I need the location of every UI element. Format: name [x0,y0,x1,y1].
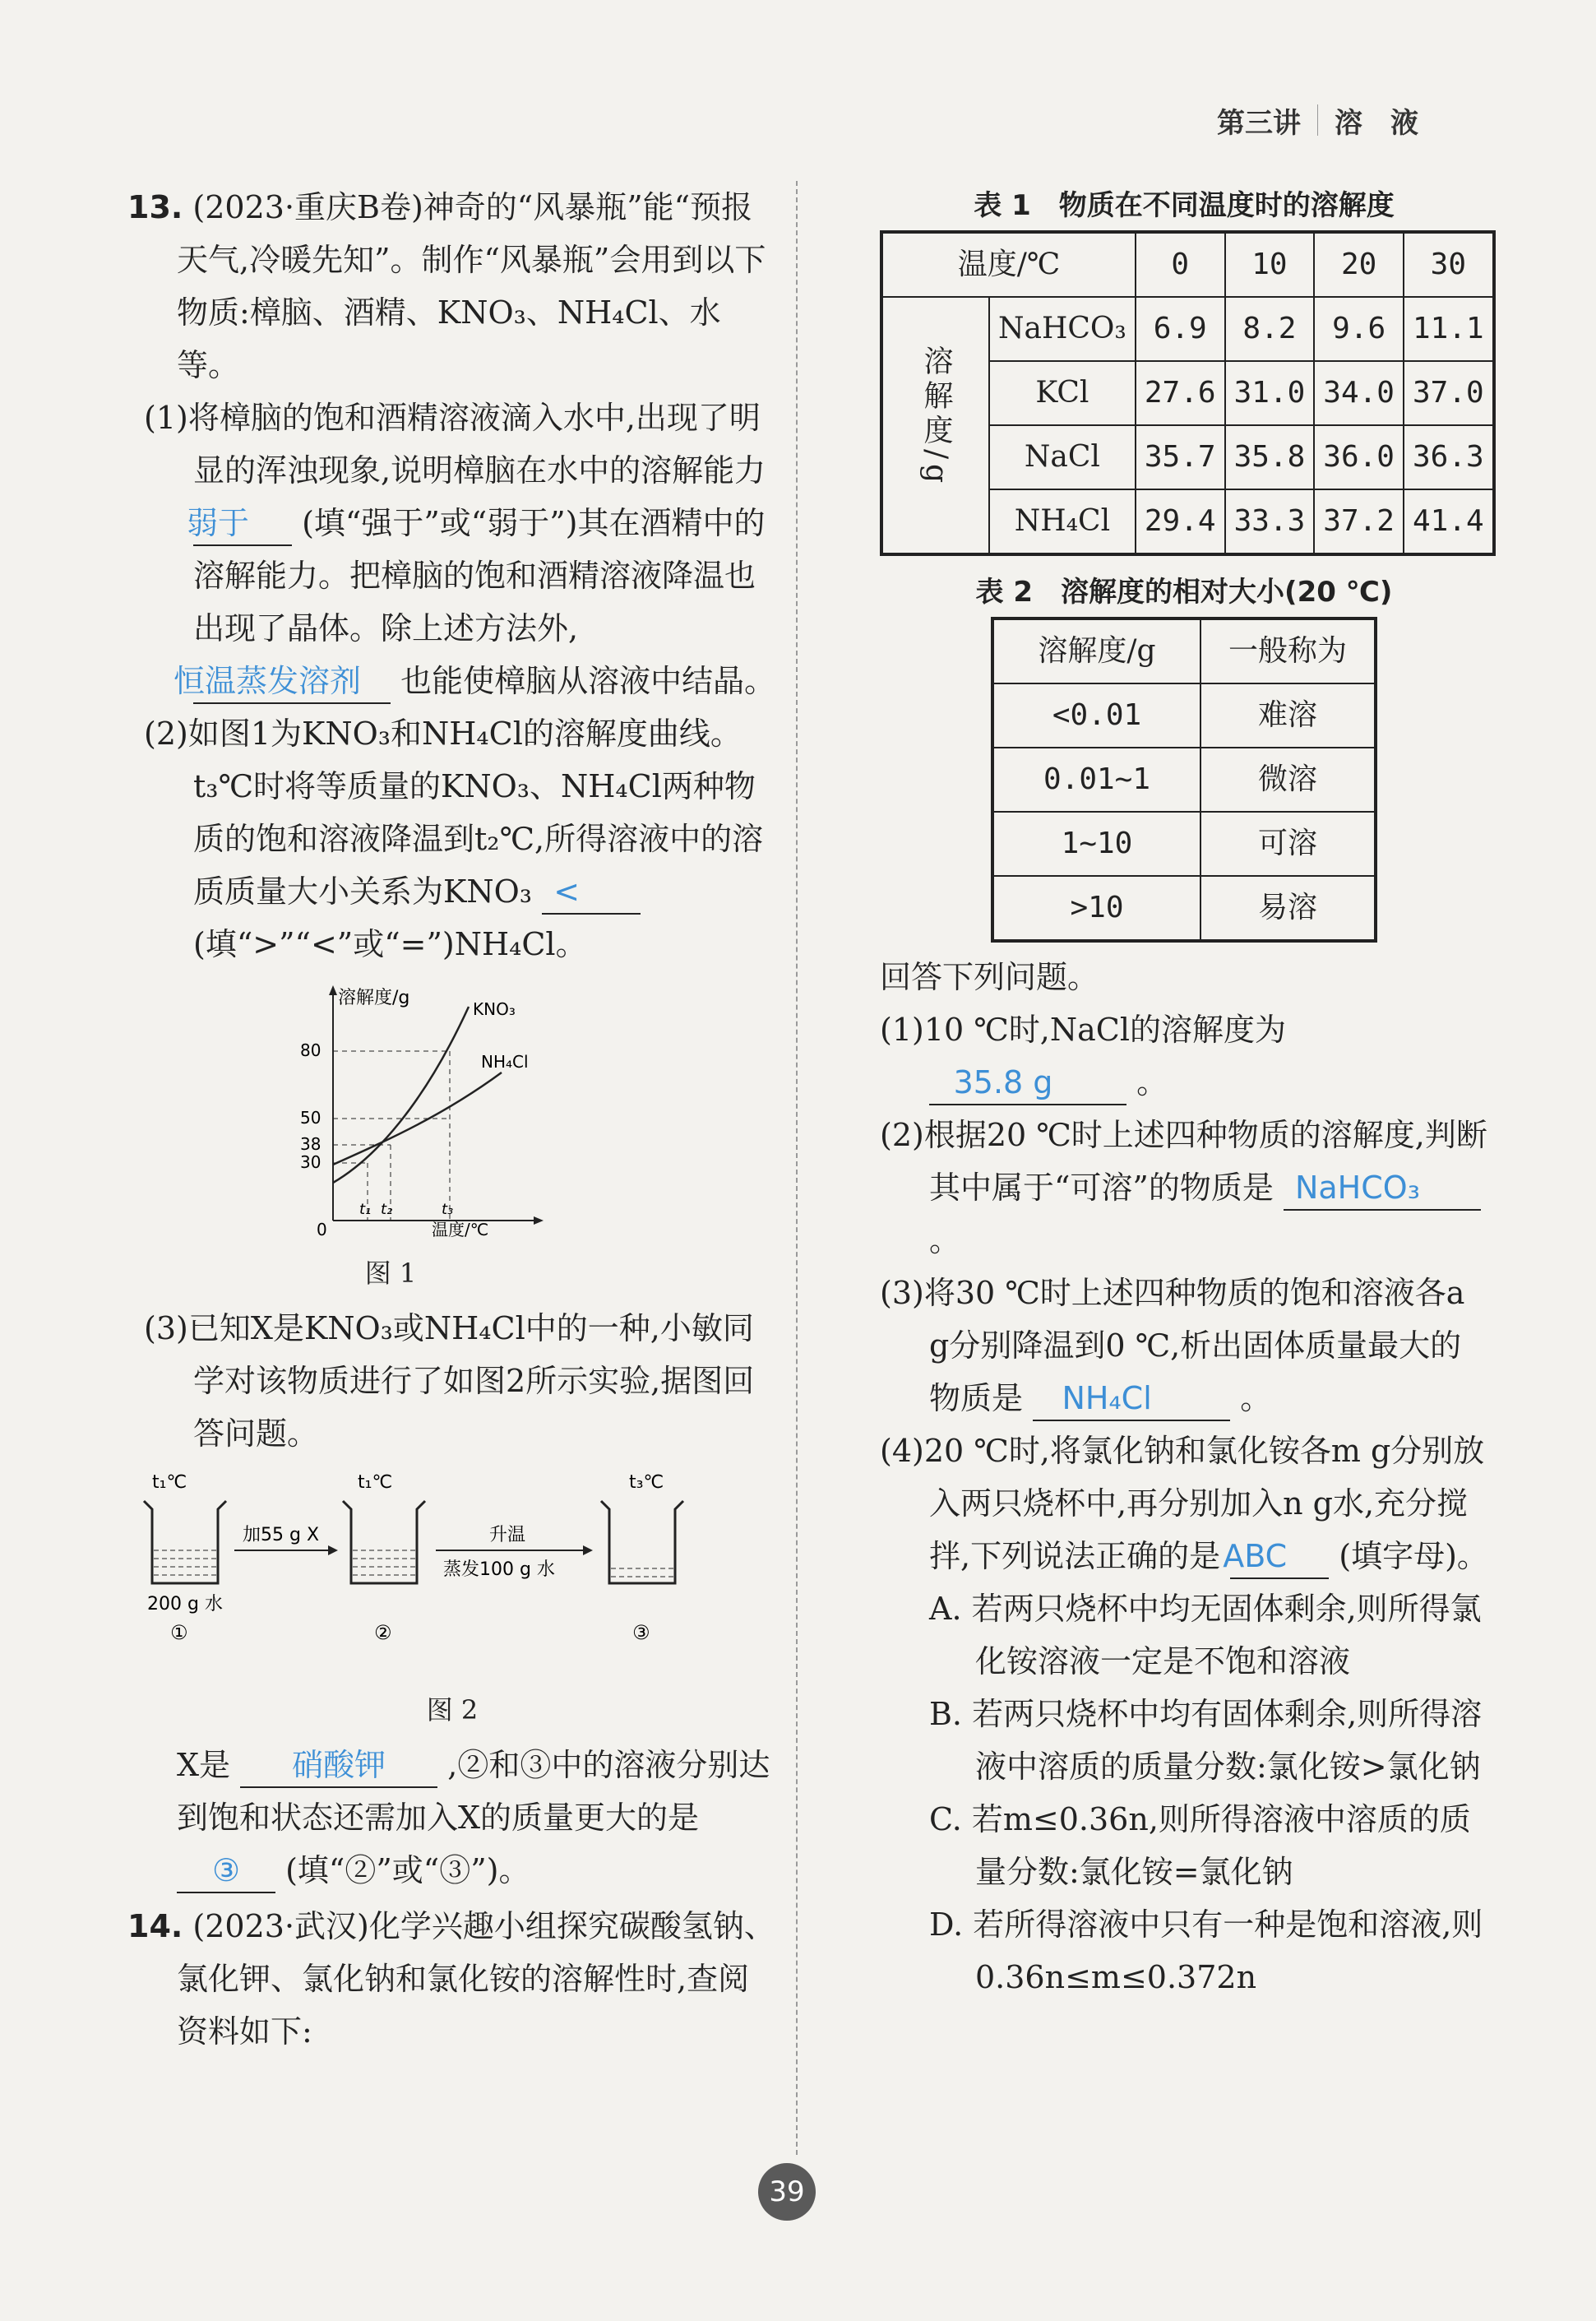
kno3-label: KNO₃ [473,999,516,1019]
left-column [127,181,777,2058]
q14-s4-text-b: (填字母)。 [1339,1538,1488,1574]
table2-header-1: 溶解度/g [992,618,1200,683]
water-label: 200 g 水 [147,1594,223,1615]
cell: 6.9 [1136,297,1225,361]
beaker3-temp: t₃℃ [629,1472,664,1493]
q13-p2-text-a: (2)如图1为KNO₃和NH₄Cl的溶解度曲线。t₃℃时将等质量的KNO₃、NH₄Cl两种物质的饱和溶液降温到t₂℃,所得溶液中的溶质质量大小关系为KNO₃ [144,716,764,910]
q13-p2-answer[interactable]: < [542,870,641,915]
q14-sub2 [880,1109,1488,1267]
ytick-50: 50 [300,1108,322,1128]
q14-s3-text-b: 。 [1240,1380,1272,1416]
y-axis-arrow [329,985,337,995]
beaker1-temp: t₁℃ [152,1472,187,1493]
q14-s2-text-a: (2)根据20 ℃时上述四种物质的溶解度,判断其中属于“可溶”的物质是 [880,1117,1487,1206]
q14-s4-text-a: (4)20 ℃时,将氯化钠和氯化铵各m g分别放入两只烧杯中,再分别加入n g水,充分搅拌,下列说法正确的是 [880,1433,1485,1574]
q14-intro [127,1900,777,2058]
beaker3 [601,1501,683,1583]
step2-top-label: 升温 [489,1525,526,1545]
q13-part2 [144,707,777,971]
table1-title: 表 1 物质在不同温度时的溶解度 [974,189,1395,222]
step1-label: 加55 g X [243,1525,320,1545]
cell: 微溶 [1200,748,1376,812]
q13-p1-text-a: (1)将樟脑的饱和酒精溶液滴入水中,出现了明显的浑浊现象,说明樟脑在水中的溶解能力 [144,400,766,489]
q14-sub4 [880,1425,1488,1582]
arrow1-head [328,1545,338,1555]
cell: 9.6 [1314,297,1404,361]
q13-p3-text-b: X是 [177,1747,231,1783]
table1-header-label: 温度/℃ [881,232,1136,297]
cell: 41.4 [1404,489,1494,554]
q13-p1-text-c: 也能使樟脑从溶液中结晶。 [400,663,776,699]
cell: 8.2 [1225,297,1315,361]
q13-p3-text-c: ,②和③中的溶液分别达到饱和状态还需加入X的质量更大的是 [177,1747,770,1836]
table2 [991,617,1377,943]
q14-number: 14. [127,1908,183,1944]
q13-intro [127,181,777,391]
step2-bottom-label: 蒸发100 g 水 [443,1559,555,1580]
cell: 34.0 [1314,361,1404,425]
cell: 27.6 [1136,361,1225,425]
cell: 难溶 [1200,683,1376,748]
substance-name: KCl [989,361,1136,425]
ytick-30: 30 [300,1152,322,1172]
table1 [880,230,1496,556]
beaker2-temp: t₁℃ [358,1472,393,1493]
option-a: A. 若两只烧杯中均无固体剩余,则所得氯化铵溶液一定是不饱和溶液 [929,1591,1482,1679]
q14-s3-text-a: (3)将30 ℃时上述四种物质的饱和溶液各a g分别降温到0 ℃,析出固体质量最大的物质是 [880,1275,1465,1416]
xtick-t1: t₁ [359,1201,372,1218]
temp-30: 30 [1404,232,1494,297]
x-axis-label: 温度/℃ [432,1220,489,1237]
label-3: ③ [632,1621,650,1644]
table2-header-2: 一般称为 [1200,618,1376,683]
column-divider [796,181,798,2155]
cell: 0.01~1 [992,748,1200,812]
origin-label: 0 [317,1220,327,1237]
table2-header-row [992,618,1376,683]
table-row [992,812,1376,876]
cell: >10 [992,876,1200,941]
table1-header-row [881,232,1494,297]
q14-intro-text: (2023·武汉)化学兴趣小组探究碳酸氢钠、氯化钾、氯化钠和氯化铵的溶解性时,查阅资料如下: [177,1908,775,2050]
cell: <0.01 [992,683,1200,748]
topic-label: 溶 液 [1335,106,1418,140]
label-1: ① [170,1621,188,1644]
table1-side-label: 溶解度/g [919,345,953,489]
cell: 11.1 [1404,297,1494,361]
q13-p2-text-b: (填“>”“<”或“=”)NH₄Cl。 [193,926,587,962]
beaker2 [343,1501,425,1583]
cell: 33.3 [1225,489,1315,554]
beaker3-liquid [611,1568,673,1577]
lecture-label: 第三讲 [1217,106,1301,140]
temp-0: 0 [1136,232,1225,297]
cell: 36.0 [1314,425,1404,489]
q14-s3-answer[interactable]: NH₄Cl [1033,1377,1230,1421]
substance-name: NH₄Cl [989,489,1136,554]
q13-part1 [144,391,777,707]
beaker2-liquid [353,1550,415,1575]
option-d: D. 若所得溶液中只有一种是饱和溶液,则0.36n≤m≤0.372n [929,1906,1483,1995]
cell: 37.0 [1404,361,1494,425]
q13-p1-answer2[interactable]: 恒温蒸发溶剂 [193,660,391,704]
q14-s2-answer[interactable]: NaHCO₃ [1284,1166,1481,1211]
solubility-curve-chart [234,982,547,1237]
cell: 37.2 [1314,489,1404,554]
q14-s1-text-a: (1)10 ℃时,NaCl的溶解度为 [880,1012,1286,1048]
option-c: C. 若m≤0.36n,则所得溶液中溶质的质量分数:氯化铵=氯化钠 [929,1801,1471,1890]
q14-sub1 [880,1003,1488,1109]
temp-10: 10 [1225,232,1315,297]
substance-name: NaHCO₃ [989,297,1136,361]
q13-p3-answer1[interactable]: 硝酸钾 [240,1744,437,1788]
xtick-t3: t₃ [442,1201,454,1218]
nh4cl-label: NH₄Cl [481,1052,529,1072]
figure2 [127,1468,777,1730]
page-number: 39 [758,2163,816,2221]
ytick-80: 80 [300,1040,322,1060]
q14-prompt: 回答下列问题。 [880,959,1099,995]
cell: 29.4 [1136,489,1225,554]
ytick-38: 38 [300,1134,322,1154]
q14-sub3 [880,1267,1488,1425]
table-row [992,683,1376,748]
beaker1-liquid [154,1550,216,1575]
q13-part3 [144,1302,777,1460]
y-axis-label: 溶解度/g [338,988,410,1008]
cell: 可溶 [1200,812,1376,876]
xtick-t2: t₂ [381,1201,393,1218]
cell: 易溶 [1200,876,1376,941]
q14-s2-text-b: 。 [929,1222,961,1258]
q13-p1-text-b: (填“强于”或“弱于”)其在酒精中的溶解能力。把樟脑的饱和酒精溶液降温也出现了晶体。除上述方法外, [193,505,766,646]
q13-part3-answer [177,1739,777,1897]
table-row [992,876,1376,941]
right-column [880,181,1488,2004]
substance-name: NaCl [989,425,1136,489]
table-row [881,297,1494,361]
q13-p3-text-d: (填“②”或“③”)。 [285,1852,530,1888]
figure1-caption: 图 1 [364,1258,417,1289]
page-header [1217,97,1562,143]
option-b: B. 若两只烧杯中均有固体剩余,则所得溶液中溶质的质量分数:氯化铵>氯化钠 [929,1696,1483,1785]
q13-p3-text-a: (3)已知X是KNO₃或NH₄Cl中的一种,小敏同学对该物质进行了如图2所示实验,据图回答问题。 [144,1310,755,1452]
experiment-diagram [127,1468,777,1674]
cell: 31.0 [1225,361,1315,425]
figure1 [234,982,547,1294]
cell: 1~10 [992,812,1200,876]
figure2-caption: 图 2 [426,1694,479,1726]
q13-p3-answer2[interactable]: ③ [177,1849,275,1893]
q13-intro-text: (2023·重庆B卷)神奇的“风暴瓶”能“预报天气,冷暖先知”。制作“风暴瓶”会用到以下物质:樟脑、酒精、KNO₃、NH₄Cl、水等。 [177,189,766,383]
beaker1 [144,1501,226,1583]
header-divider [1317,104,1318,136]
q13-number: 13. [127,189,183,225]
q14-s1-text-b: 。 [1136,1064,1168,1100]
q14-s4-answer[interactable]: ABC [1230,1535,1329,1579]
table2-title: 表 2 溶解度的相对大小(20 ℃) [975,576,1393,609]
x-axis-arrow [534,1216,544,1225]
label-2: ② [374,1621,392,1644]
temp-20: 20 [1314,232,1404,297]
q13-p1-answer1[interactable]: 弱于 [193,502,292,546]
cell: 35.8 [1225,425,1315,489]
arrow2-head [583,1545,593,1555]
table-row [992,748,1376,812]
cell: 36.3 [1404,425,1494,489]
q14-s1-answer[interactable]: 35.8 g [929,1061,1126,1105]
cell: 35.7 [1136,425,1225,489]
